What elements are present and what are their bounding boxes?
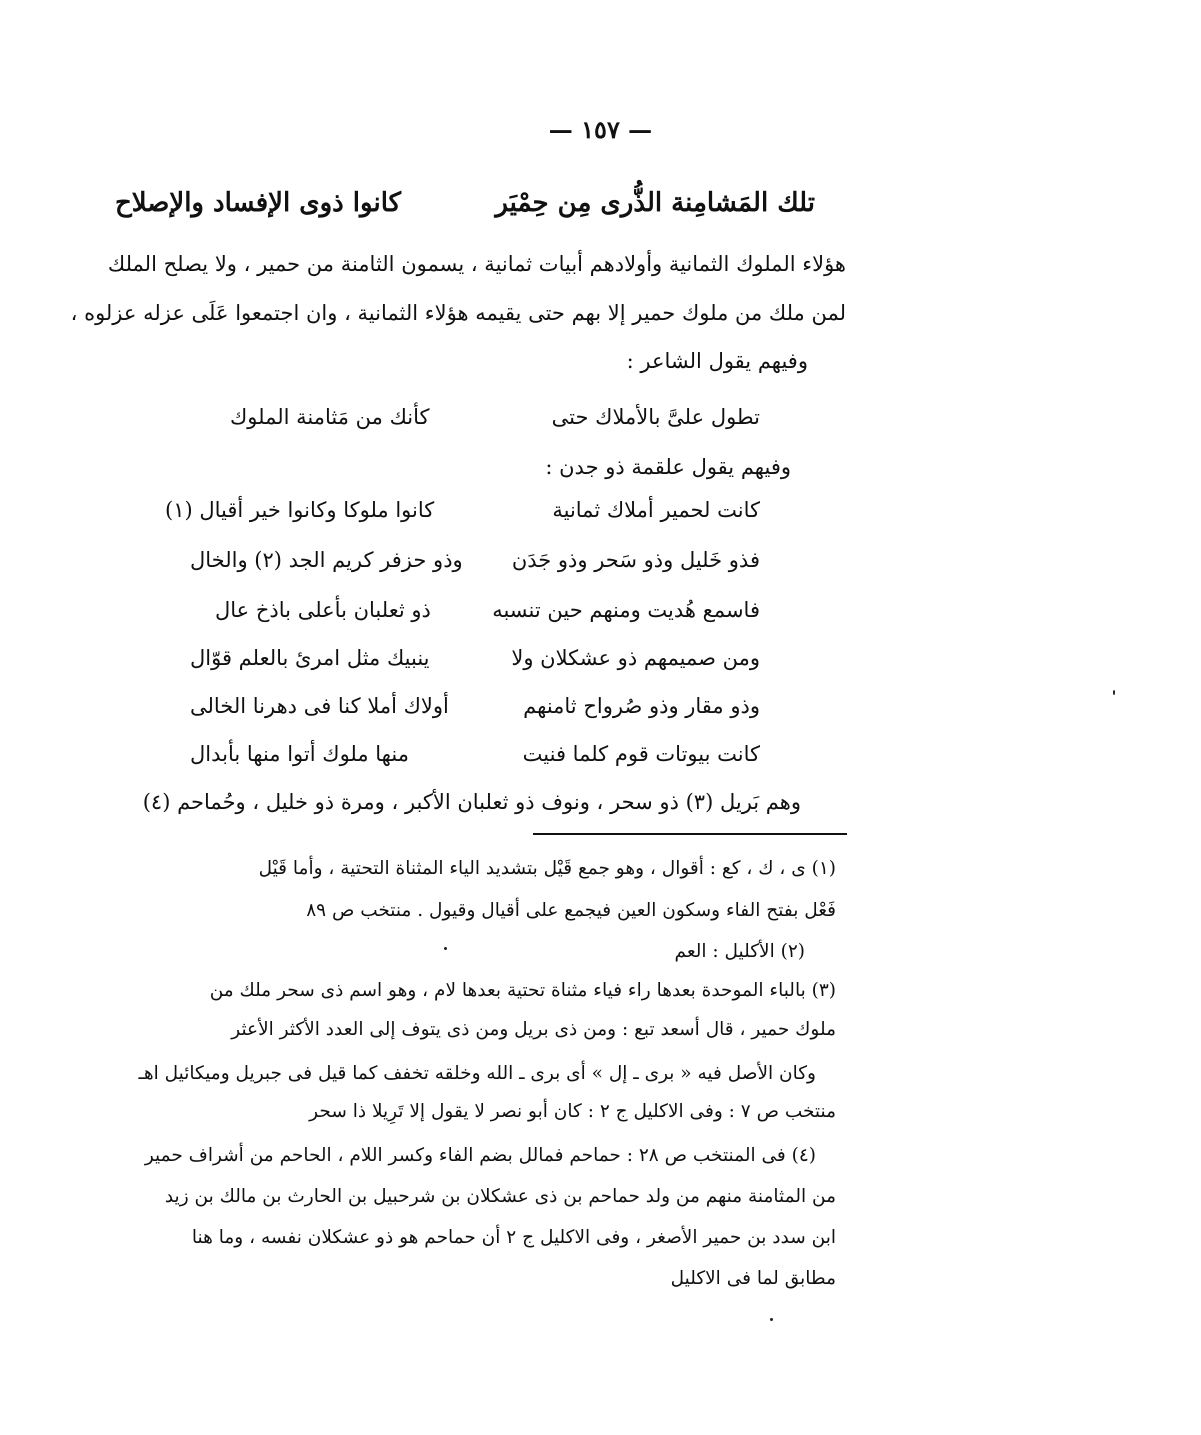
alqama-intro: وفيهم يقول علقمة ذو جدن :: [545, 455, 791, 479]
scan-speck: [1113, 690, 1115, 695]
single-verse: [230, 405, 760, 441]
footnote-line-10: ابن سدد بن حمير الأصغر ، وفى الاكليل ج ٢ أن حماحم هو ذو عشكلان نفسه ، وما هنا: [191, 1227, 836, 1248]
page-number: — ١٥٧ —: [548, 115, 653, 144]
footnote-line-6: وكان الأصل فيه « برى ـ إل » أى برى ـ الله وخلقه تخفف كما قيل فى جبريل وميكائيل اهـ: [138, 1063, 816, 1084]
poem-line-3-right: فاسمع هُديت ومنهم حين تنسبه: [492, 598, 760, 622]
poem-line-1-right: كانت لحمير أملاك ثمانية: [552, 498, 760, 522]
footnote-line-9: من المثامنة منهم من ولد حماحم بن ذى عشكلان بن شرحبيل بن الحارث بن مالك بن زيد: [164, 1186, 836, 1207]
poem-line-2-right: فذو خَليل وذو سَحر وذو جَدَن: [511, 548, 760, 572]
footnote-line-3: (٢) الأكليل : العم: [674, 941, 805, 962]
poem-line-3: [215, 598, 760, 634]
heading-verse-left: كانوا ذوى الإفساد والإصلاح: [115, 188, 401, 218]
poem-line-5-left: أولاك أملا كنا فى دهرنا الخالى: [190, 694, 449, 718]
poem-line-6: [190, 742, 760, 778]
poem-line-4: [190, 646, 760, 682]
poem-line-6-left: منها ملوك أتوا منها بأبدال: [190, 742, 409, 766]
scan-speck: [444, 947, 447, 950]
poem-line-5-right: وذو مقار وذو صُرواح ثامنهم: [523, 694, 760, 718]
single-verse-right: تطول علىَّ بالأملاك حتى: [551, 405, 760, 429]
poem-line-2: [190, 548, 760, 584]
footnote-line-2: فَعْل بفتح الفاء وسكون العين فيجمع على أقيال وقيول . منتخب ص ٨٩: [306, 900, 836, 921]
footnote-line-5: ملوك حمير ، قال أسعد تبع : ومن ذى بريل ومن ذى يتوف إلى العدد الأكثر الأعثر: [231, 1019, 836, 1040]
poem-line-1: [165, 498, 760, 534]
footnote-line-11: مطابق لما فى الاكليل: [670, 1268, 836, 1289]
poem-line-5: [190, 694, 760, 730]
intro-line-2: لمن ملك من ملوك حمير إلا بهم حتى يقيمه هؤلاء الثمانية ، وان اجتمعوا عَلَى عزله عزلوه ،: [70, 301, 846, 325]
intro-line-3: وفيهم يقول الشاعر :: [626, 349, 808, 373]
single-verse-left: كأنك من مَثامنة الملوك: [230, 405, 430, 429]
poem-line-4-right: ومن صميمهم ذو عشكلان ولا: [511, 646, 760, 670]
heading-verse: [115, 188, 815, 238]
poem-line-1-left: كانوا ملوكا وكانوا خير أقيال (١): [165, 498, 435, 522]
footnote-divider: [533, 833, 847, 835]
footnote-line-1: (١) ى ، ك ، كع : أقوال ، وهو جمع قَيْل بتشديد الياء المثناة التحتية ، وأما قَيْل: [258, 858, 836, 879]
heading-verse-right: تلك المَشامِنة الذُّرى مِن حِمْيَر: [495, 188, 815, 218]
poem-line-6-right: كانت بيوتات قوم كلما فنيت: [522, 742, 760, 766]
intro-line-1: هؤلاء الملوك الثمانية وأولادهم أبيات ثمانية ، يسمون الثامنة من حمير ، ولا يصلح الملك: [107, 252, 846, 276]
closing-line: وهم بَريل (٣) ذو سحر ، ونوف ذو ثعلبان الأكبر ، ومرة ذو خليل ، وحُماحم (٤): [142, 790, 801, 814]
footnote-line-7: منتخب ص ٧ : وفى الاكليل ج ٢ : كان أبو نصر لا يقول إلا تَرِيلا ذا سحر: [309, 1101, 836, 1122]
footnote-line-4: (٣) بالباء الموحدة بعدها راء فياء مثناة تحتية بعدها لام ، وهو اسم ذى سحر ملك من: [209, 980, 836, 1001]
poem-line-2-left: وذو حزفر كريم الجد (٢) والخال: [190, 548, 463, 572]
poem-line-4-left: ينبيك مثل امرئ بالعلم قوّال: [190, 646, 430, 670]
scan-speck: [770, 1318, 773, 1321]
poem-line-3-left: ذو ثعلبان بأعلى باذخ عال: [215, 598, 431, 622]
footnote-line-8: (٤) فى المنتخب ص ٢٨ : حماحم فمالل بضم الفاء وكسر اللام ، الحاحم من أشراف حمير: [144, 1145, 816, 1166]
